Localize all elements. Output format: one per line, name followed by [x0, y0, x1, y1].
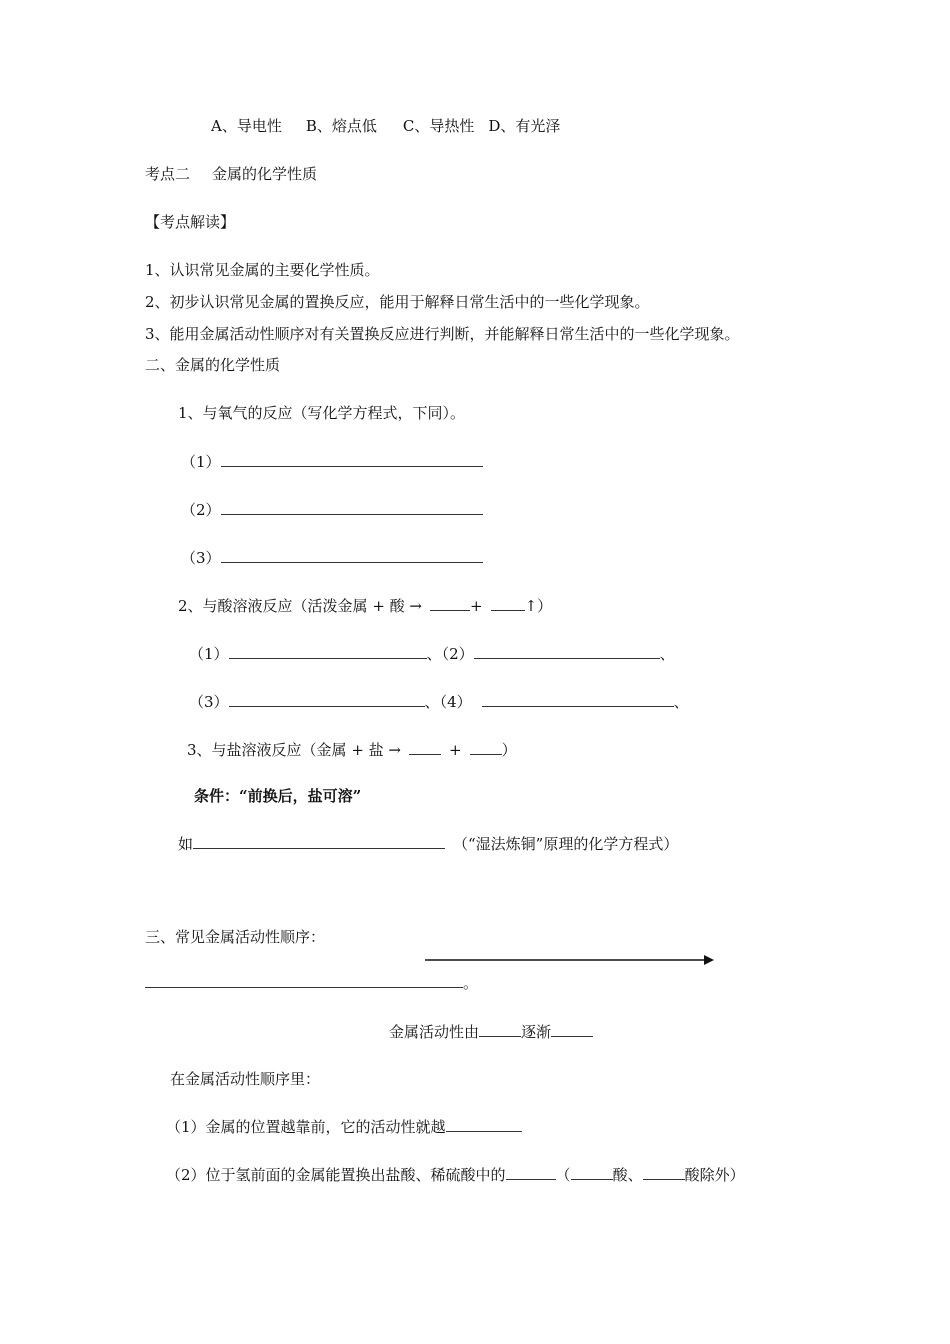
- option-d: D、有光泽: [488, 117, 561, 135]
- option-c: C、导热性: [402, 117, 475, 135]
- activity-order-line: [145, 972, 478, 993]
- item-text: （: [555, 1166, 571, 1184]
- salt-title-text: 3、与盐溶液反应（金属 + 盐 →: [187, 741, 401, 759]
- activity-arrow-icon: [425, 953, 715, 967]
- section3-item-1: [166, 1116, 522, 1137]
- answer-blank[interactable]: [229, 643, 427, 659]
- salt-condition: 条件：“前换后，盐可溶”: [194, 787, 362, 805]
- answer-blank[interactable]: [470, 739, 502, 755]
- salt-title: [187, 739, 517, 760]
- blank-number: （4）: [439, 693, 472, 711]
- blank-number: （3）: [181, 549, 221, 567]
- answer-blank[interactable]: [482, 691, 674, 707]
- separator: 、: [659, 645, 675, 663]
- item-text: 酸、: [612, 1166, 643, 1184]
- plus-sign: +: [470, 597, 483, 615]
- oxygen-blank-2: [181, 499, 483, 520]
- answer-blank[interactable]: [571, 1164, 613, 1180]
- separator: 、: [426, 645, 442, 663]
- section3-item-2: [166, 1164, 745, 1185]
- section3-title: 三、常见金属活动性顺序：: [145, 928, 326, 946]
- section3-intro: 在金属活动性顺序里：: [170, 1070, 321, 1088]
- end-mark: 。: [463, 974, 479, 992]
- answer-blank[interactable]: [409, 739, 441, 755]
- jiedu-item-1: 1、认识常见金属的主要化学性质。: [145, 261, 380, 279]
- blank-number: （2）: [181, 501, 221, 519]
- oxygen-blank-1: [181, 451, 483, 472]
- acid-title: [178, 595, 552, 616]
- item-text: （1）金属的位置越靠前，它的活动性就越: [166, 1118, 446, 1136]
- answer-blank[interactable]: [643, 1164, 685, 1180]
- answer-blank[interactable]: [506, 1164, 556, 1180]
- salt-example: [178, 833, 678, 854]
- example-label: 如: [178, 835, 194, 853]
- item-text: 酸除外）: [684, 1166, 745, 1184]
- trend-text: 金属活动性由: [389, 1023, 480, 1041]
- separator: 、: [673, 693, 689, 711]
- blank-number: （2）: [441, 645, 474, 663]
- option-line: [211, 116, 560, 136]
- kaodian-title: 金属的化学性质: [212, 165, 318, 183]
- answer-blank[interactable]: [145, 972, 463, 988]
- answer-blank[interactable]: [491, 595, 525, 611]
- acid-blank-row-1: [189, 643, 675, 664]
- jiedu-item-2: 2、初步认识常见金属的置换反应，能用于解释日常生活中的一些化学现象。: [145, 293, 650, 311]
- answer-blank[interactable]: [221, 451, 483, 467]
- activity-trend: [389, 1021, 593, 1042]
- answer-blank[interactable]: [221, 499, 483, 515]
- blank-number: （1）: [189, 645, 229, 663]
- acid-blank-row-2: [189, 691, 689, 712]
- kaodian-label: 考点二: [145, 165, 191, 183]
- jiedu-title: 【考点解读】: [145, 213, 236, 231]
- oxygen-blank-3: [181, 547, 483, 568]
- option-a: A、导电性: [211, 117, 282, 135]
- salt-title-end: ）: [501, 741, 517, 759]
- item-text: （2）位于氢前面的金属能置换出盐酸、稀硫酸中的: [166, 1166, 506, 1184]
- trend-text: 逐渐: [521, 1023, 552, 1041]
- acid-title-text: 2、与酸溶液反应（活泼金属 + 酸 →: [178, 597, 422, 615]
- answer-blank[interactable]: [474, 643, 660, 659]
- option-b: B、熔点低: [305, 117, 377, 135]
- answer-blank[interactable]: [430, 595, 470, 611]
- plus-sign: +: [449, 741, 462, 759]
- oxygen-title: 1、与氧气的反应（写化学方程式，下同）。: [178, 404, 466, 422]
- answer-blank[interactable]: [446, 1116, 522, 1132]
- answer-blank[interactable]: [479, 1021, 521, 1037]
- answer-blank[interactable]: [193, 833, 445, 849]
- answer-blank[interactable]: [221, 547, 483, 563]
- acid-title-end: ↑）: [524, 597, 553, 615]
- jiedu-item-3: 3、能用金属活动性顺序对有关置换反应进行判断，并能解释日常生活中的一些化学现象。: [145, 325, 740, 343]
- answer-blank[interactable]: [229, 691, 425, 707]
- answer-blank[interactable]: [551, 1021, 593, 1037]
- blank-number: （3）: [189, 693, 229, 711]
- kaodian-heading: [145, 164, 317, 184]
- separator: 、: [424, 693, 440, 711]
- blank-number: （1）: [181, 453, 221, 471]
- example-note: （“湿法炼铜”原理的化学方程式）: [453, 835, 679, 853]
- section2-title: 二、金属的化学性质: [145, 356, 281, 374]
